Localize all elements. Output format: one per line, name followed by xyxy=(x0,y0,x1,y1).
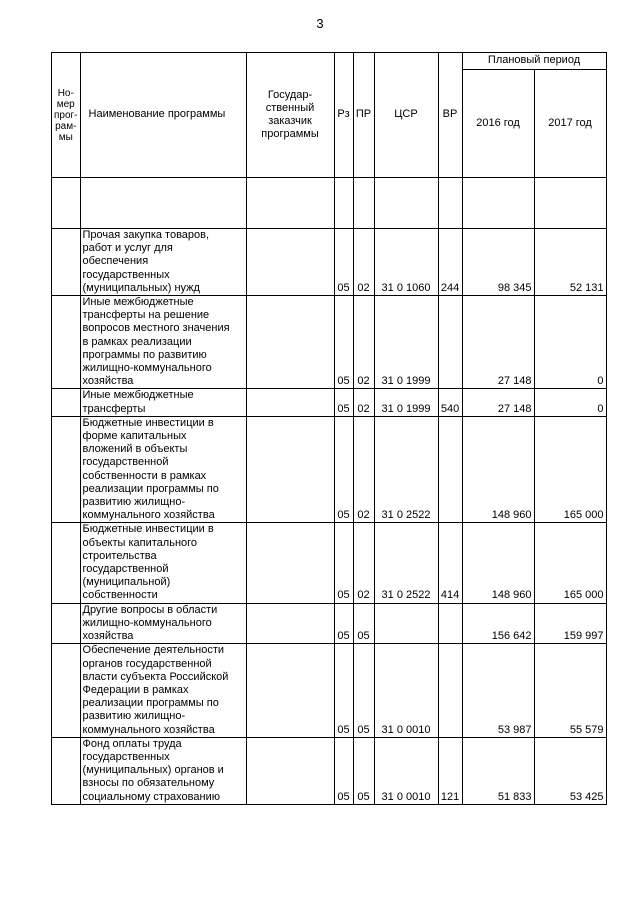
customer-cell xyxy=(246,296,334,389)
csr-cell: 31 0 1060 xyxy=(374,229,438,296)
pr-cell: 05 xyxy=(353,603,374,644)
header-year-2016: 2016 год xyxy=(462,70,534,178)
header-pr: ПР xyxy=(353,53,374,178)
csr-cell: 31 0 0010 xyxy=(374,644,438,737)
header-program-number xyxy=(52,53,81,178)
program-number-cell xyxy=(52,523,81,603)
header-rz: Рз xyxy=(334,53,353,178)
rz-cell: 05 xyxy=(334,296,353,389)
table-row xyxy=(52,644,607,737)
program-name-cell: Фонд оплаты труда государственных (муниципальных) органов и взносы по обязательному социальному страхованию xyxy=(80,737,246,804)
vr-cell: 414 xyxy=(438,523,462,603)
program-name-cell: Иные межбюджетные трансферты xyxy=(80,389,246,416)
header-planning-period: Плановый период xyxy=(462,53,606,70)
year-2017-cell: 159 997 xyxy=(534,603,606,644)
page-number: 3 xyxy=(316,16,324,31)
year-2016-cell: 51 833 xyxy=(462,737,534,804)
year-2016-cell: 98 345 xyxy=(462,229,534,296)
spacer-cell xyxy=(52,178,81,229)
year-2016-cell: 148 960 xyxy=(462,416,534,523)
program-number-cell xyxy=(52,296,81,389)
vr-cell xyxy=(438,644,462,737)
csr-cell: 31 0 2522 xyxy=(374,523,438,603)
customer-cell xyxy=(246,644,334,737)
header-vr: ВР xyxy=(438,53,462,178)
year-2017-cell: 55 579 xyxy=(534,644,606,737)
spacer-cell xyxy=(246,178,334,229)
table-row xyxy=(52,296,607,389)
vr-cell: 540 xyxy=(438,389,462,416)
table-row xyxy=(52,389,607,416)
program-name-cell: Другие вопросы в области жилищно-коммунального хозяйства xyxy=(80,603,246,644)
program-number-cell xyxy=(52,737,81,804)
pr-cell: 02 xyxy=(353,416,374,523)
year-2017-cell: 53 425 xyxy=(534,737,606,804)
year-2017-cell: 0 xyxy=(534,389,606,416)
year-2016-cell: 27 148 xyxy=(462,389,534,416)
rz-cell: 05 xyxy=(334,644,353,737)
year-2016-cell: 156 642 xyxy=(462,603,534,644)
pr-cell: 02 xyxy=(353,229,374,296)
customer-cell xyxy=(246,416,334,523)
customer-cell xyxy=(246,389,334,416)
table-row xyxy=(52,229,607,296)
program-number-cell xyxy=(52,644,81,737)
spacer-cell xyxy=(534,178,606,229)
csr-cell: 31 0 2522 xyxy=(374,416,438,523)
customer-cell xyxy=(246,737,334,804)
program-name-cell: Прочая закупка товаров, работ и услуг для обеспечения государственных (муниципальных) нужд xyxy=(80,229,246,296)
customer-cell xyxy=(246,603,334,644)
pr-cell: 05 xyxy=(353,737,374,804)
pr-cell: 02 xyxy=(353,296,374,389)
header-program-name: Наименование программы xyxy=(80,53,246,178)
table-row xyxy=(52,737,607,804)
vr-cell xyxy=(438,296,462,389)
csr-cell: 31 0 1999 xyxy=(374,389,438,416)
year-2017-cell: 165 000 xyxy=(534,523,606,603)
year-2016-cell: 148 960 xyxy=(462,523,534,603)
table-row xyxy=(52,416,607,523)
csr-cell xyxy=(374,603,438,644)
vr-cell: 121 xyxy=(438,737,462,804)
rz-cell: 05 xyxy=(334,389,353,416)
customer-cell xyxy=(246,229,334,296)
year-2017-cell: 52 131 xyxy=(534,229,606,296)
budget-table xyxy=(51,52,607,805)
header-customer xyxy=(246,53,334,178)
year-2017-cell: 0 xyxy=(534,296,606,389)
year-2016-cell: 53 987 xyxy=(462,644,534,737)
year-2017-cell: 165 000 xyxy=(534,416,606,523)
pr-cell: 05 xyxy=(353,644,374,737)
pr-cell: 02 xyxy=(353,523,374,603)
spacer-cell xyxy=(462,178,534,229)
spacer-cell xyxy=(374,178,438,229)
pr-cell: 02 xyxy=(353,389,374,416)
header-program-number-text: Но- мер прог- рам- мы xyxy=(54,87,78,143)
csr-cell: 31 0 1999 xyxy=(374,296,438,389)
program-name-cell: Иные межбюджетные трансферты на решение вопросов местного значения в рамках реализации программы по развитию жилищно-коммунального хозяйства xyxy=(80,296,246,389)
program-number-cell xyxy=(52,389,81,416)
rz-cell: 05 xyxy=(334,603,353,644)
program-name-cell: Бюджетные инвестиции в форме капитальных вложений в объекты государственной собственности в рамках реализации программы по развитию жилищно- коммунального хозяйства xyxy=(80,416,246,523)
vr-cell xyxy=(438,416,462,523)
table-row xyxy=(52,523,607,603)
spacer-cell xyxy=(438,178,462,229)
header-customer-text: Государ- ственный заказчик программы xyxy=(261,88,319,141)
vr-cell: 244 xyxy=(438,229,462,296)
spacer-cell xyxy=(353,178,374,229)
rz-cell: 05 xyxy=(334,229,353,296)
rz-cell: 05 xyxy=(334,523,353,603)
csr-cell: 31 0 0010 xyxy=(374,737,438,804)
program-name-cell: Обеспечение деятельности органов государственной власти субъекта Российской Федерации в рамках реализации программы по развитию жилищно- коммунального хозяйства xyxy=(80,644,246,737)
rz-cell: 05 xyxy=(334,416,353,523)
program-name-cell: Бюджетные инвестиции в объекты капитального строительства государственной (муниципальной) собственности xyxy=(80,523,246,603)
program-number-cell xyxy=(52,229,81,296)
year-2016-cell: 27 148 xyxy=(462,296,534,389)
spacer-cell xyxy=(80,178,246,229)
header-csr: ЦСР xyxy=(374,53,438,178)
spacer-cell xyxy=(334,178,353,229)
rz-cell: 05 xyxy=(334,737,353,804)
customer-cell xyxy=(246,523,334,603)
table-body xyxy=(52,229,607,805)
program-number-cell xyxy=(52,603,81,644)
header-year-2017: 2017 год xyxy=(534,70,606,178)
program-number-cell xyxy=(52,416,81,523)
table-header xyxy=(52,53,607,229)
table-row xyxy=(52,603,607,644)
vr-cell xyxy=(438,603,462,644)
